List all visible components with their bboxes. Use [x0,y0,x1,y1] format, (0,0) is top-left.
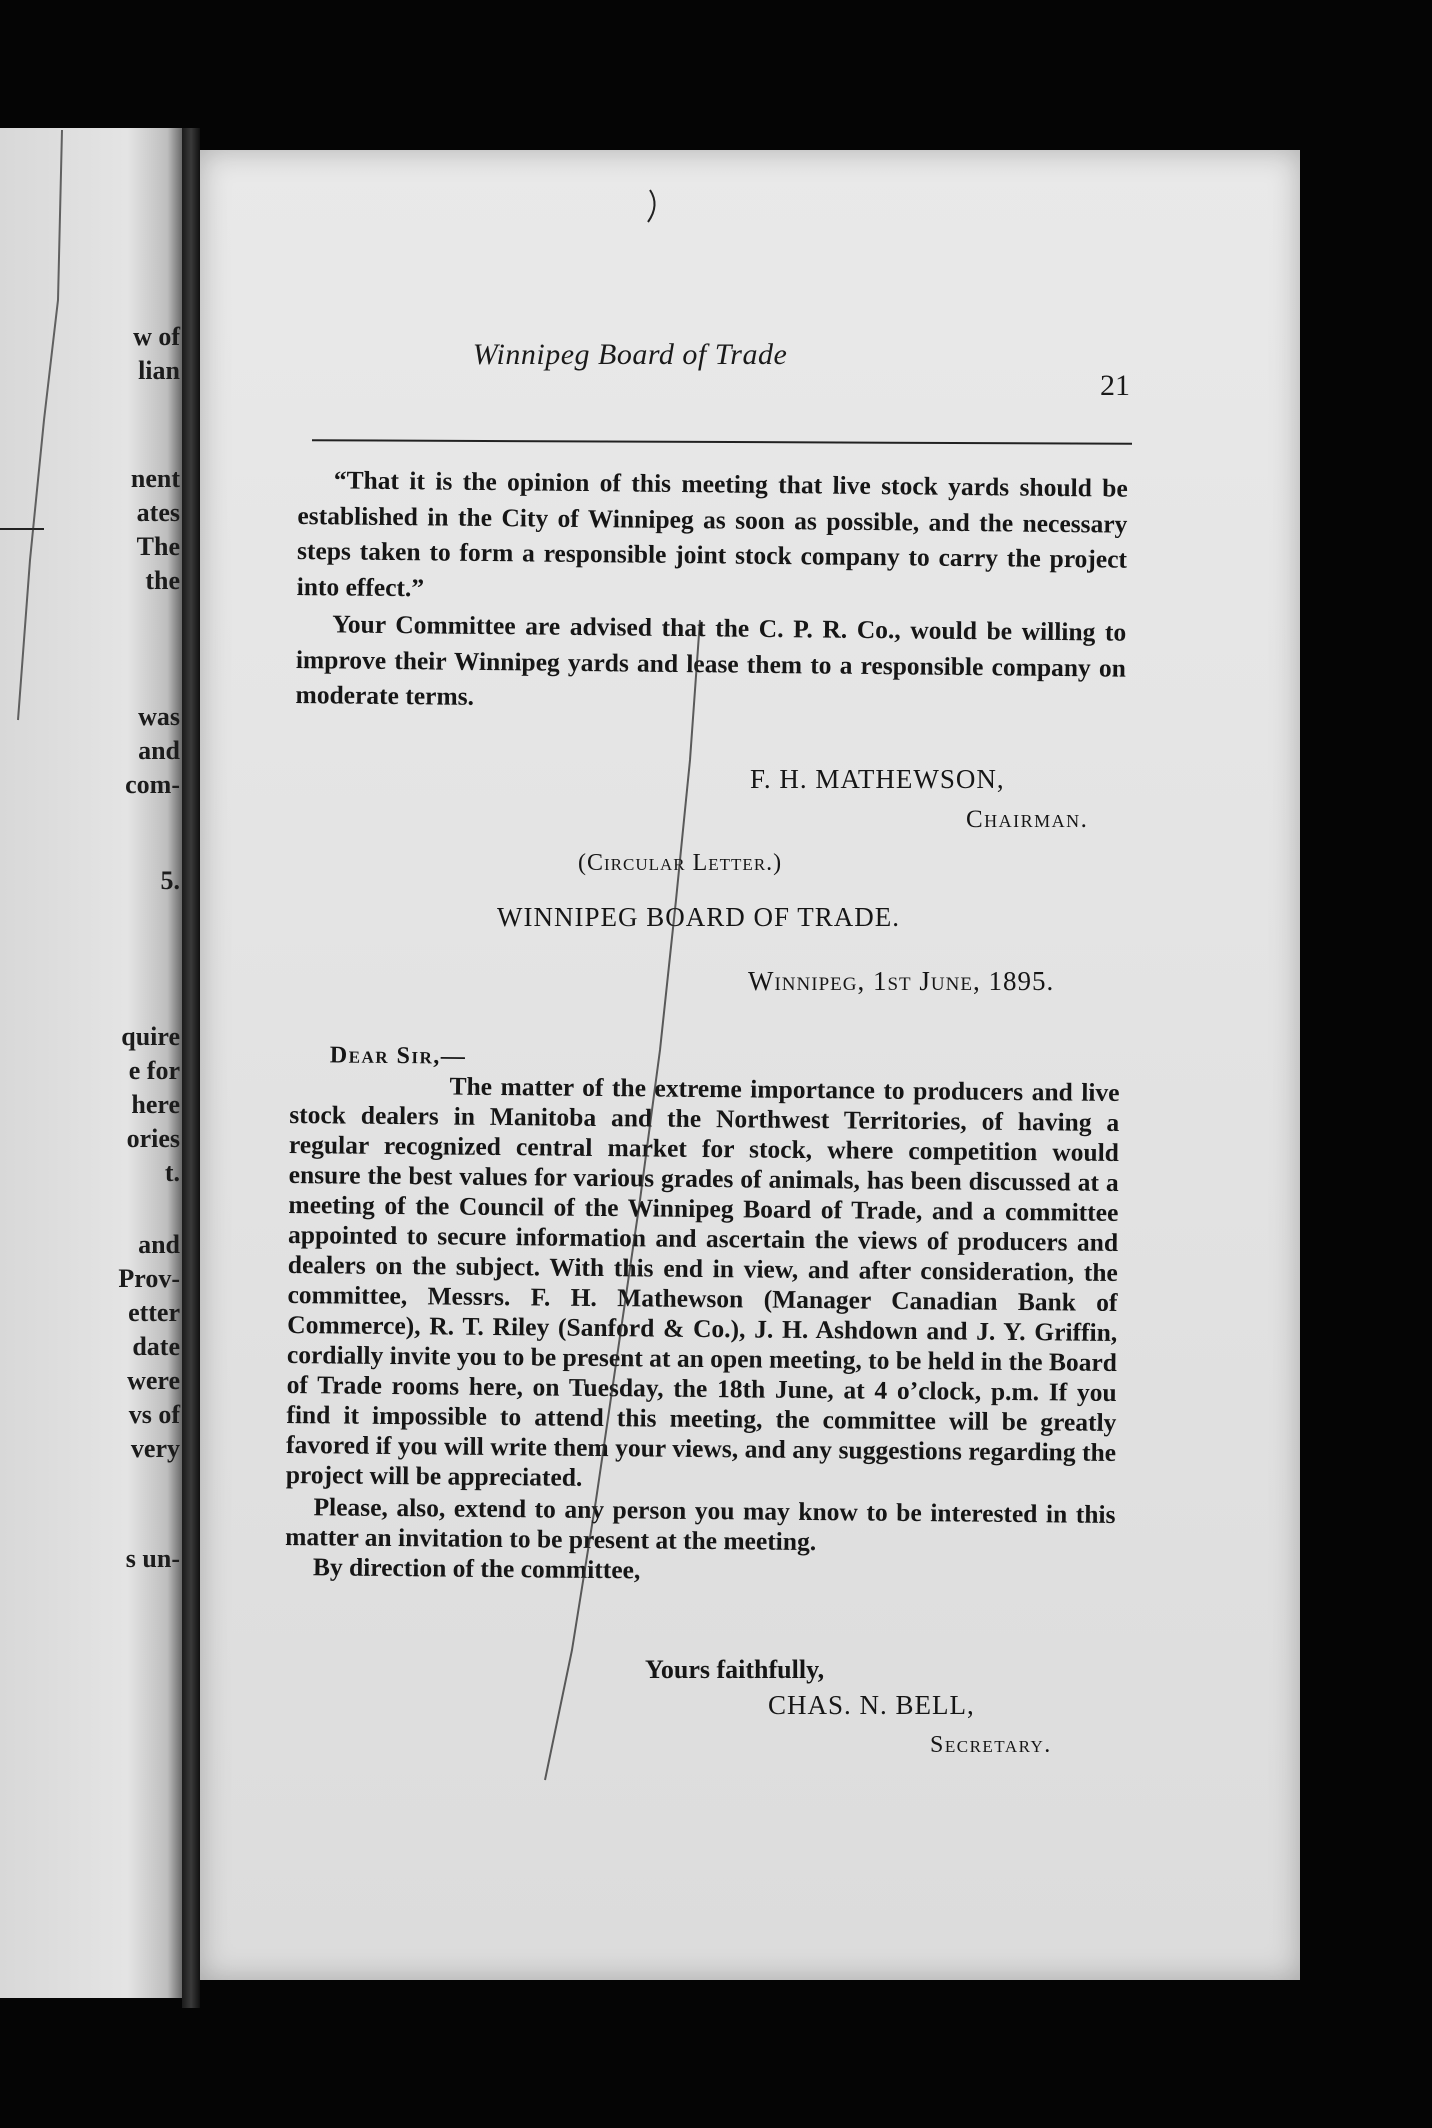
adjacent-page-line: and [138,736,180,765]
chairman-name: F. H. MATHEWSON, [750,764,1005,794]
valediction: Yours faithfully, [645,1655,825,1684]
adjacent-page-line: were [127,1366,180,1395]
adjacent-page-line: The [136,532,180,561]
chairman-title: Chairman. [966,806,1089,833]
adjacent-page-rule [0,528,44,530]
adjacent-page-line: and [138,1230,180,1259]
dateline: Winnipeg, 1st June, 1895. [748,966,1055,996]
adjacent-page-line: etter [128,1298,180,1327]
adjacent-page-line: t. [164,1158,180,1187]
circular-letter-body [285,1040,1120,1590]
committee-advice: Your Committee are advised that the C. P. R. Co., would be willing to improve their Winnipeg yards and lease them to a responsible company on moderate terms. [295,609,1127,711]
adjacent-page-line: com- [125,770,180,799]
adjacent-page-line: vs of [128,1400,180,1429]
adjacent-page-line: lian [138,356,180,385]
adjacent-page-line: ories [126,1124,180,1153]
adjacent-page-line: date [132,1332,180,1361]
adjacent-page-line: Prov- [118,1264,180,1293]
adjacent-page-line: quire [121,1022,180,1051]
running-head: Winnipeg Board of Trade [472,338,788,371]
letter-paragraph-2: Please, also, extend to any person you may know to be interested in this matter an invitation to be present at the meeting. [285,1492,1116,1557]
adjacent-page-line: 5. [160,866,180,895]
adjacent-page-line: w of [133,322,180,351]
adjacent-page-line: e for [128,1056,180,1085]
adjacent-page-line: here [131,1090,180,1119]
adjacent-page-line: ates [136,498,180,527]
secretary-title: Secretary. [930,1732,1052,1758]
adjacent-page-line: the [145,566,180,595]
circular-label: (Circular Letter.) [578,850,783,876]
adjacent-page-line: nent [130,464,180,493]
letter-paragraph-1: The matter of the extreme importance to producers and live stock dealers in Manitoba and the Northwest Territories, of having a regular recognized central market for stock, where competition would ensure the best values for various grades of animals, has been discussed at a meeting of the Council of the Winnipeg Board of Trade, and a committee appointed to secure information and ascertain the views of producers and dealers on the subject. With this end in view, and after consideration, the committee, Messrs. F. H. Mathewson (Manager Canadian Bank of Commerce), R. T. Riley (Sanford & Co.), J. H. Ashdown and J. Y. Griffin, cordially invite you to be present at an open meeting, to be held in the Board of Trade rooms here, on Tuesday, the 18th June, at 4 o’clock, p.m. If you find it impossible to attend this meeting, the committee will be greatly favored if you will write them your views, and any suggestions regarding the project will be appreciated. [285,1071,1120,1492]
circular-heading: WINNIPEG BOARD OF TRADE. [497,902,901,932]
adjacent-page-fragment [0,128,182,1998]
resolution-quote: “That it is the opinion of this meeting that live stock yards should be established in the City of Winnipeg as soon as possible, and the necessary steps taken to form a responsible joint stock company to carry the project into effect.” [296,465,1128,602]
letter-closing: By direction of the committee, [312,1552,641,1585]
resolution-block [295,462,1128,721]
adjacent-page-line: very [130,1434,180,1463]
secretary-name: CHAS. N. BELL, [768,1690,975,1720]
book-gutter [182,128,200,2008]
salutation: Dear Sir,— [329,1042,467,1070]
page-number: 21 [1100,369,1130,402]
adjacent-page-line: s un- [125,1544,180,1573]
adjacent-page-line: was [138,702,180,731]
